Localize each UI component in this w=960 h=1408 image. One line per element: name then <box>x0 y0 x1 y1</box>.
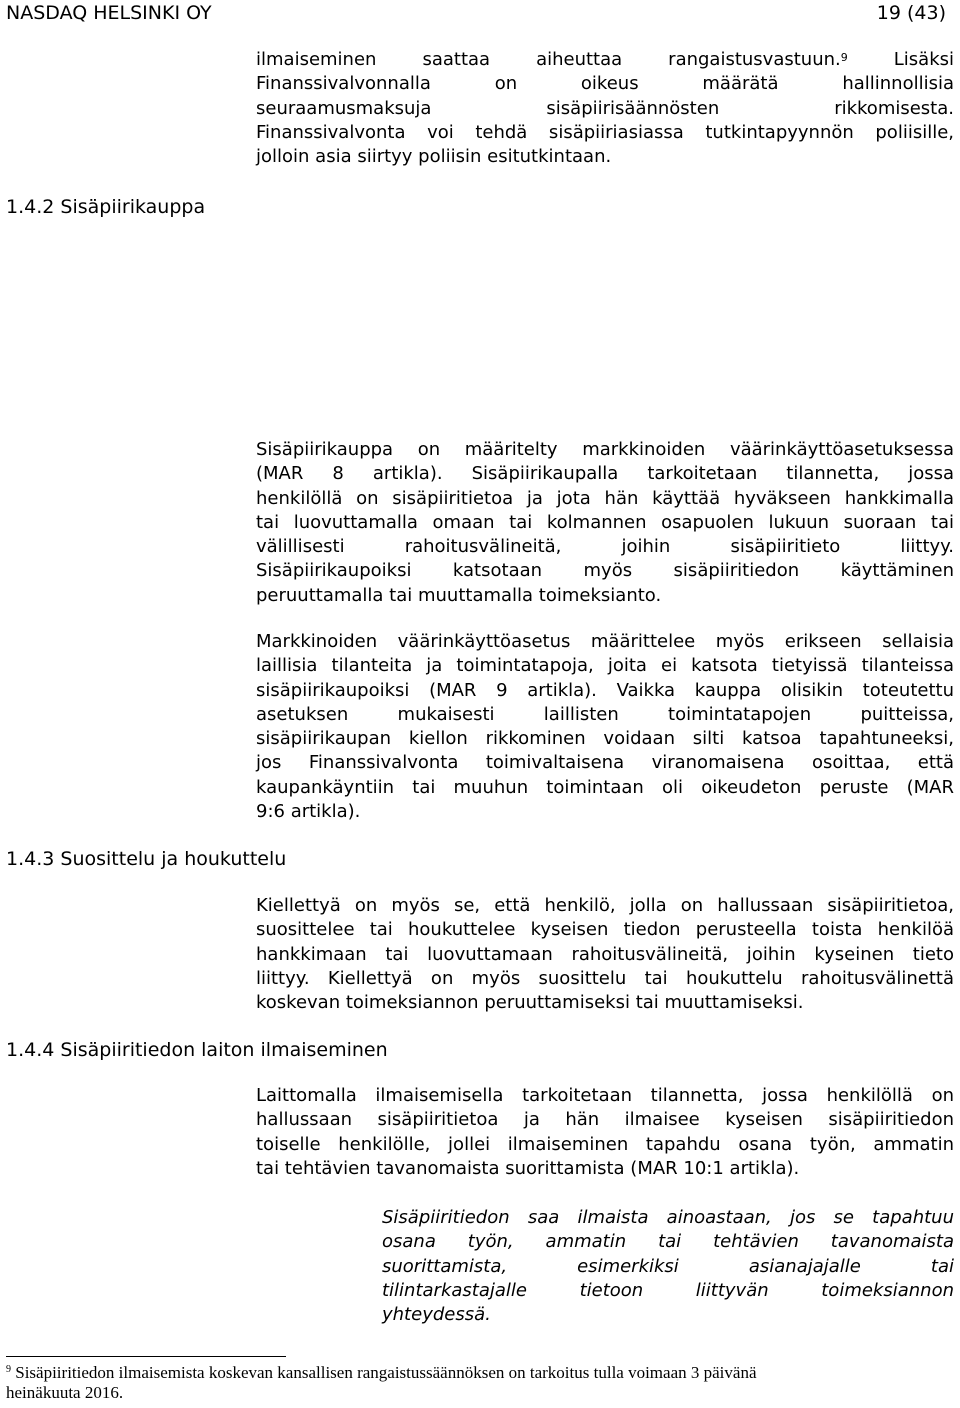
section-heading-1-4-4: 1.4.4 Sisäpiiritiedon laiton ilmaiseminen <box>6 1039 388 1061</box>
paragraph-line: Finanssivalvonnalla on oikeus määrätä hallinnollisia <box>256 73 954 95</box>
paragraph-line: sisäpiirikaupan kiellon rikkominen voidaan silti katsoa tapahtuneeksi, <box>256 728 954 750</box>
company-name: NASDAQ HELSINKI OY <box>6 2 212 24</box>
paragraph-line: jos Finanssivalvonta toimivaltaisena viranomaisena osoittaa, että <box>256 752 954 774</box>
paragraph-line: Sisäpiirikaupoiksi katsotaan myös sisäpiiritiedon käyttäminen <box>256 560 954 582</box>
paragraph-line: liittyy. Kiellettyä on myös suosittelu tai houkuttelu rahoitusvälinettä <box>256 967 954 989</box>
footnote-divider <box>6 1356 286 1357</box>
paragraph-line: hankkimaan tai luovuttamaan rahoitusvälineitä, joihin kyseinen tieto <box>256 943 954 965</box>
note-line: suorittamista, esimerkiksi asianajajalle tai <box>382 1255 954 1277</box>
paragraph-line: seuraamusmaksuja sisäpiirisäännösten rikkomisesta. <box>256 97 954 119</box>
paragraph-line: tai tehtävien tavanomaista suorittamista (MAR 10:1 artikla). <box>256 1157 800 1179</box>
note-line: yhteydessä. <box>382 1304 491 1326</box>
paragraph-line: tai luovuttamalla omaan tai kolmannen osapuolen lukuun suoraan tai <box>256 511 954 533</box>
paragraph-line: koskevan toimeksiannon peruuttamiseksi tai muuttamiseksi. <box>256 992 804 1014</box>
section-heading-1-4-3: 1.4.3 Suosittelu ja houkuttelu <box>6 848 287 870</box>
paragraph-line: 9:6 artikla). <box>256 801 361 823</box>
paragraph-line: (MAR 8 artikla). Sisäpiirikaupalla tarkoitetaan tilannetta, jossa <box>256 463 954 485</box>
paragraph-line: suosittelee tai houkuttelee kyseisen tiedon perusteella toista henkilöä <box>256 919 954 941</box>
page-header <box>6 0 946 30</box>
paragraph-line: Finanssivalvonta voi tehdä sisäpiiriasiassa tutkintapyynnön poliisille, <box>256 121 954 143</box>
paragraph-unlawful-disclosure <box>256 1084 954 1181</box>
paragraph-line: ilmaiseminen saattaa aiheuttaa rangaistusvastuun.$^9$ Lisäksi <box>256 49 954 70</box>
paragraph-legitimate-behaviour <box>256 630 954 824</box>
paragraph-line: jolloin asia siirtyy poliisin esitutkintaan. <box>256 146 612 168</box>
note-line: osana työn, ammatin tai tehtävien tavanomaista <box>382 1231 954 1253</box>
paragraph-line: kaupankäyntiin tai muuhun toimintaan oli oikeudeton peruste (MAR <box>256 776 954 798</box>
footnote-line: $^9$ Sisäpiiritiedon ilmaisemista koskevan kansallisen rangaistussäännöksen on tarkoitus tulla voimaan 3 päivänä <box>6 1363 757 1382</box>
paragraph-line: toiselle henkilölle, jollei ilmaiseminen tapahdu osana työn, ammatin <box>256 1133 954 1155</box>
footnote <box>6 1363 906 1403</box>
paragraph-line: peruuttamalla tai muuttamalla toimeksianto. <box>256 584 662 606</box>
page-number: 19 (43) <box>876 2 946 24</box>
paragraph-line: Kiellettyä on myös se, että henkilö, jolla on hallussaan sisäpiiritietoa, <box>256 895 954 916</box>
paragraph-line: laillisia tilanteita ja toimintatapoja, joita ei katsota tietyissä tilanteissa <box>256 655 954 677</box>
footnote-number: 9 <box>6 1364 11 1375</box>
paragraph-line: Sisäpiirikauppa on määritelty markkinoiden väärinkäyttöasetuksessa <box>256 439 954 460</box>
italic-note <box>382 1206 954 1327</box>
paragraph-intro <box>256 48 954 169</box>
section-heading-1-4-2: 1.4.2 Sisäpiirikauppa <box>6 196 206 218</box>
paragraph-line: välillisesti rahoitusvälineitä, joihin sisäpiiritieto liittyy. <box>256 536 954 558</box>
note-line: tilintarkastajalle tietoon liittyvän toimeksiannon <box>382 1279 954 1301</box>
paragraph-recommending <box>256 894 954 1015</box>
paragraph-line: sisäpiirikaupoiksi (MAR 9 artikla). Vaikka kauppa olisikin toteutettu <box>256 679 954 701</box>
paragraph-line: henkilöllä on sisäpiiritietoa ja jota hän käyttää hyväkseen hankkimalla <box>256 487 954 509</box>
paragraph-line: asetuksen mukaisesti laillisten toimintatapojen puitteissa, <box>256 703 954 725</box>
footnote-ref: 9 <box>840 51 848 64</box>
footnote-line: heinäkuuta 2016. <box>6 1383 124 1402</box>
paragraph-line: hallussaan sisäpiiritietoa ja hän ilmaisee kyseisen sisäpiiritiedon <box>256 1109 954 1131</box>
paragraph-line: Laittomalla ilmaisemisella tarkoitetaan tilannetta, jossa henkilöllä on <box>256 1085 954 1106</box>
note-line: Sisäpiiritiedon saa ilmaista ainoastaan, jos se tapahtuu <box>382 1207 954 1228</box>
paragraph-line: Markkinoiden väärinkäyttöasetus määrittelee myös erikseen sellaisia <box>256 631 954 652</box>
paragraph-insider-trading <box>256 438 954 608</box>
